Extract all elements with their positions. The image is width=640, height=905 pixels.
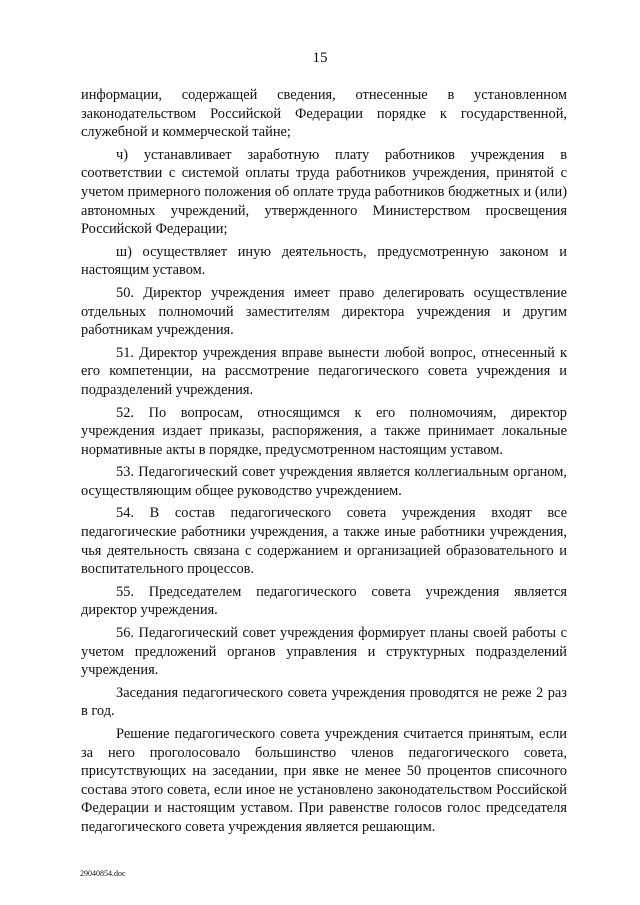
paragraph-item-ch: ч) устанавливает заработную плату работников учреждения в соответствии с системой оплаты труда работников учреждения, принятой с учетом примерного положения об оплате труда работников бюджетных и (или) автономных учреждений, утвержденного Министерством просвещения Российской Федерации;	[81, 146, 567, 238]
paragraph-decision: Решение педагогического совета учреждения считается принятым, если за него проголосовало большинство членов педагогического совета, присутствующих на заседании, при явке не менее 50 процентов списочного состава этого совета, если иное не установлено законодательством Российской Федерации и настоящим уставом. При равенстве голосов голос председателя педагогического совета учреждения является решающим.	[81, 726, 567, 835]
paragraph-56: 56. Педагогический совет учреждения формирует планы своей работы с учетом предложений органов управления и структурных подразделений учреждения.	[81, 625, 567, 679]
footer-filename: 29040854.doc	[80, 869, 126, 878]
paragraph-54: 54. В состав педагогического совета учреждения входят все педагогические работники учреждения, а также иные работники учреждения, чья деятельность связана с содержанием и организацией образовательного и воспитательного процессов.	[81, 505, 567, 578]
paragraph-item-sh: ш) осуществляет иную деятельность, предусмотренную законом и настоящим уставом.	[81, 243, 567, 279]
paragraph-meetings: Заседания педагогического совета учреждения проводятся не реже 2 раз в год.	[81, 684, 567, 720]
paragraph-53: 53. Педагогический совет учреждения является коллегиальным органом, осуществляющим общее руководство учреждением.	[81, 464, 567, 499]
page-number: 15	[312, 50, 328, 66]
document-body	[81, 86, 567, 841]
paragraph-51: 51. Директор учреждения вправе вынести любой вопрос, отнесенный к его компетенции, на рассмотрение педагогического совета учреждения и подразделений учреждения.	[81, 344, 567, 398]
paragraph-55: 55. Председателем педагогического совета учреждения является директор учреждения.	[81, 583, 567, 619]
paragraph-52: 52. По вопросам, относящимся к его полномочиям, директор учреждения издает приказы, распоряжения, а также принимает локальные нормативные акты в порядке, предусмотренном настоящим уставом.	[81, 404, 567, 458]
paragraph-50: 50. Директор учреждения имеет право делегировать осуществление отдельных полномочий заместителям директора учреждения и другим работникам учреждения.	[81, 284, 567, 339]
paragraph-continuation: информации, содержащей сведения, отнесенные в установленном законодательством Российской Федерации порядке к государственной, служебной и коммерческой тайне;	[81, 87, 567, 141]
